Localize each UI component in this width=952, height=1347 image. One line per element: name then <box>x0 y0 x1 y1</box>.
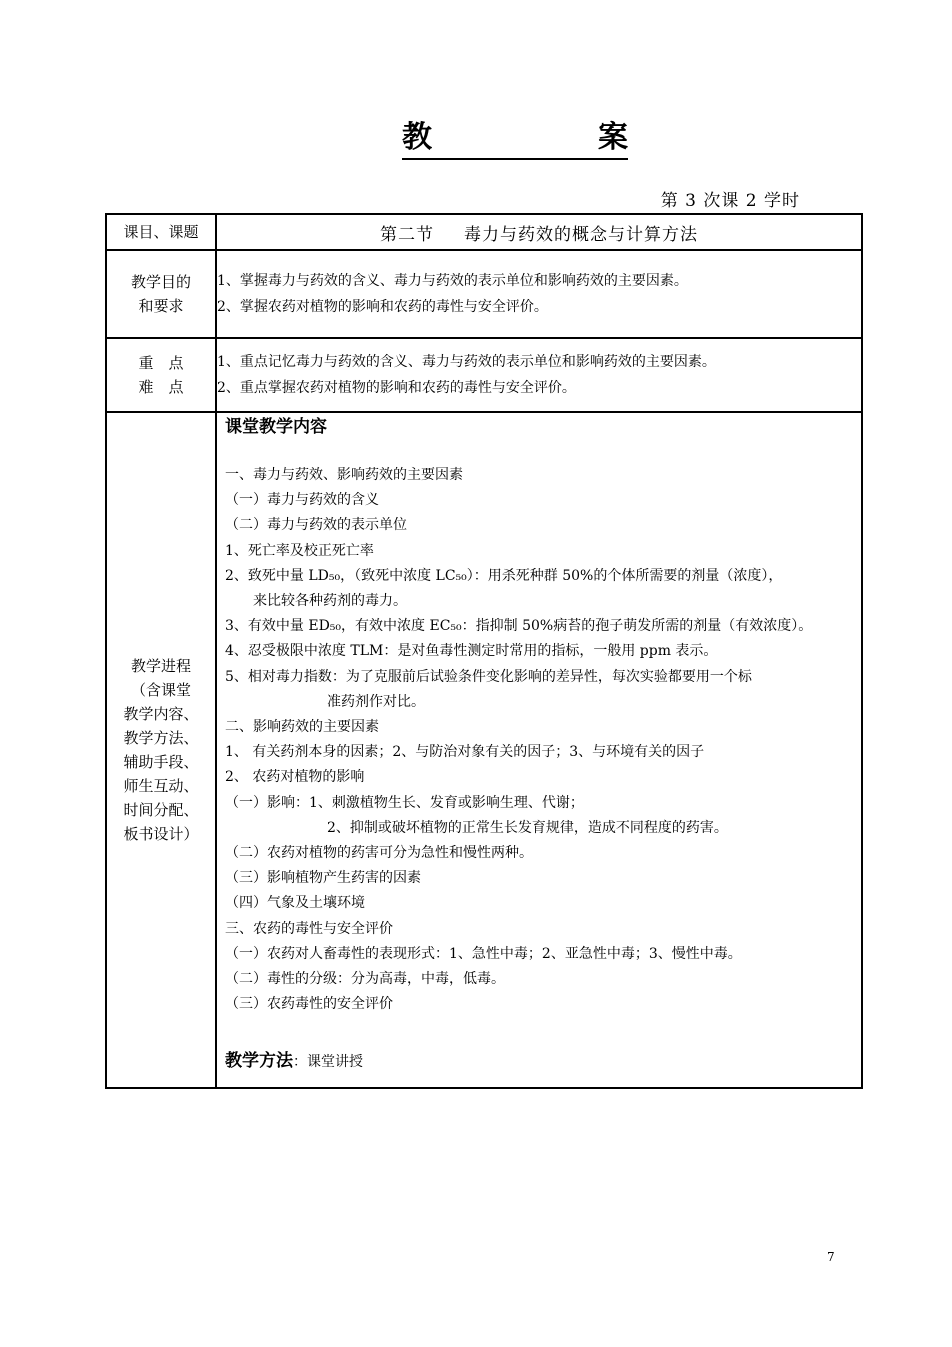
content-line: 2、致死中量 LD₅₀，（致死中浓度 LC₅₀）：用杀死种群 50%的个体所需要的剂量（浓度）， <box>225 567 783 584</box>
content-line: （一）影响：1、刺激植物生长、发育或影响生理、代谢； <box>225 794 584 811</box>
content-line: （二）毒力与药效的表示单位 <box>225 517 407 534</box>
label-line: 教学方法、 <box>123 729 199 747</box>
section-number: 第二节 <box>380 224 434 245</box>
label-line: （含课堂 <box>130 681 191 699</box>
table-row <box>106 412 862 1088</box>
content-heading: 课堂教学内容 <box>225 417 327 437</box>
content-line: 3、有效中量 ED₅₀，有效中浓度 EC₅₀：指抑制 50%病苔的孢子萌发所需的剂量（有效浓度）。 <box>225 618 813 635</box>
label-line: 难 点 <box>138 378 184 396</box>
table-row <box>106 338 862 412</box>
content-line: （三）影响植物产生药害的因素 <box>225 870 421 887</box>
label-line: 时间分配、 <box>123 801 199 819</box>
teaching-content <box>216 412 862 1088</box>
teaching-method <box>225 1049 861 1075</box>
table-row <box>106 250 862 338</box>
content-line: （二）农药对植物的药害可分为急性和慢性两种。 <box>225 845 533 862</box>
label-line: 辅助手段、 <box>123 753 199 771</box>
objectives-content <box>216 250 862 338</box>
content-line: 一、毒力与药效、影响药效的主要因素 <box>225 467 463 483</box>
content-line: （三）农药毒性的安全评价 <box>225 996 393 1013</box>
label-line: 教学内容、 <box>123 705 199 723</box>
title-char-1: 教 <box>402 120 432 155</box>
content-line: （一）毒力与药效的含义 <box>225 492 379 509</box>
content-line: 2、 农药对植物的影响 <box>225 769 365 786</box>
topic-title: 毒力与药效的概念与计算方法 <box>464 224 698 245</box>
list-item: 2、掌握农药对植物的影响和农药的毒性与安全评价。 <box>217 299 548 315</box>
label-line: 教学目的 <box>130 273 191 291</box>
key-points-label <box>106 338 216 412</box>
process-label <box>106 412 216 1088</box>
list-item: 1、掌握毒力与药效的含义、毒力与药效的表示单位和影响药效的主要因素。 <box>217 273 688 289</box>
method-value: 课堂讲授 <box>307 1054 363 1071</box>
content-line: （四）气象及土壤环境 <box>225 895 365 912</box>
label-line: 和要求 <box>138 297 184 315</box>
content-line: 1、 有关药剂本身的因素；2、与防治对象有关的因子；3、与环境有关的因子 <box>225 744 705 761</box>
list-item: 2、重点掌握农药对植物的影响和农药的毒性与安全评价。 <box>217 380 576 396</box>
subject-title <box>216 214 862 250</box>
subject-label: 课目、课题 <box>106 214 216 250</box>
label-line: 教学进程 <box>130 657 191 675</box>
objectives-label <box>106 250 216 338</box>
lesson-plan-table <box>105 213 863 1089</box>
label-line: 重 点 <box>138 354 184 372</box>
label-line: 板书设计） <box>123 825 199 843</box>
content-line: 三、农药的毒性与安全评价 <box>225 920 393 937</box>
content-line: （二）毒性的分级：分为高毒，中毒，低毒。 <box>225 971 505 988</box>
method-label: 教学方法 <box>225 1051 293 1072</box>
method-colon: ： <box>293 1054 307 1071</box>
session-info: 第 3 次课 2 学时 <box>660 191 800 211</box>
content-line: 5、相对毒力指数：为了克服前后试验条件变化影响的差异性，每次实验都要用一个标 <box>225 668 752 685</box>
list-item: 1、重点记忆毒力与药效的含义、毒力与药效的表示单位和影响药效的主要因素。 <box>217 354 716 370</box>
content-line: （一）农药对人畜毒性的表现形式：1、急性中毒；2、亚急性中毒；3、慢性中毒。 <box>225 945 742 962</box>
page-number: 7 <box>827 1250 835 1264</box>
content-line: 2、抑制或破坏植物的正常生长发育规律，造成不同程度的药害。 <box>327 819 728 836</box>
key-points-content <box>216 338 862 412</box>
page-title <box>402 116 628 160</box>
content-line: 准药剂作对比。 <box>327 693 425 710</box>
content-line: 二、影响药效的主要因素 <box>225 719 379 736</box>
content-line: 1、死亡率及校正死亡率 <box>225 542 374 559</box>
table-row <box>106 214 862 250</box>
content-line: 4、忍受极限中浓度 TLM：是对鱼毒性测定时常用的指标，一般用 ppm 表示。 <box>225 643 718 660</box>
title-char-2: 案 <box>598 120 628 155</box>
content-line: 来比较各种药剂的毒力。 <box>253 593 407 610</box>
label-line: 师生互动、 <box>123 777 199 795</box>
